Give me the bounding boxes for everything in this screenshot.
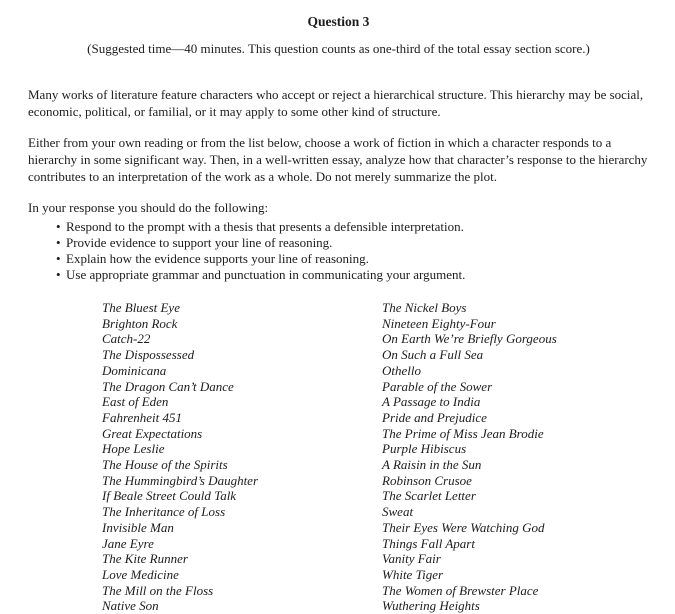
book-title: Catch-22 bbox=[102, 331, 151, 347]
book-title: If Beale Street Could Talk bbox=[102, 488, 237, 504]
book-title: Robinson Crusoe bbox=[382, 472, 472, 488]
bullet-text: Provide evidence to support your line of reasoning. bbox=[66, 235, 333, 250]
bullet-dot: • bbox=[56, 235, 61, 250]
bullet-item bbox=[56, 267, 649, 283]
book-title: Things Fall Apart bbox=[382, 535, 475, 551]
prompt-paragraph-2: Either from your own reading or from the list below, choose a work of fiction in which a character responds to a hierarchy in some significant way. Then, in a well-written essay, analyze how that character’s response to the hierarchy contributes to an interpretation of the work as a whole. Do not merely summarize the plot. bbox=[28, 135, 648, 184]
book-title: The Scarlet Letter bbox=[382, 488, 476, 504]
book-title: A Raisin in the Sun bbox=[382, 457, 482, 473]
book-title: Hope Leslie bbox=[102, 441, 165, 457]
book-list-left-column bbox=[102, 300, 382, 614]
book-list bbox=[28, 300, 649, 614]
book-title: The Kite Runner bbox=[102, 551, 188, 567]
book-title: On Earth We’re Briefly Gorgeous bbox=[382, 331, 557, 347]
book-list-right-column bbox=[382, 300, 557, 614]
bullet-item bbox=[56, 219, 649, 235]
book-title: Purple Hibiscus bbox=[382, 441, 467, 457]
book-title: Invisible Man bbox=[102, 519, 174, 535]
bullet-text: Respond to the prompt with a thesis that presents a defensible interpretation. bbox=[66, 219, 464, 234]
bullet-item bbox=[56, 235, 649, 251]
book-title: Dominicana bbox=[102, 362, 167, 378]
book-title: The Inheritance of Loss bbox=[102, 504, 226, 520]
book-title: The House of the Spirits bbox=[102, 457, 228, 473]
bullet-dot: • bbox=[56, 251, 61, 266]
bullet-text: Explain how the evidence supports your line of reasoning. bbox=[66, 251, 369, 266]
book-title: The Mill on the Floss bbox=[102, 582, 214, 598]
book-title: Native Son bbox=[102, 598, 159, 614]
book-title: White Tiger bbox=[382, 566, 444, 582]
book-title: The Prime of Miss Jean Brodie bbox=[382, 425, 544, 441]
bullet-dot: • bbox=[56, 219, 61, 234]
book-title: Othello bbox=[382, 362, 421, 378]
question-title: Question 3 bbox=[307, 14, 370, 29]
bullet-text: Use appropriate grammar and punctuation in communicating your argument. bbox=[66, 267, 466, 282]
book-title: Their Eyes Were Watching God bbox=[382, 519, 545, 535]
bullet-dot: • bbox=[56, 267, 61, 282]
book-title: The Hummingbird’s Daughter bbox=[102, 472, 259, 488]
instruction-bullet-list bbox=[28, 219, 649, 283]
prompt-paragraph-1: Many works of literature feature characters who accept or reject a hierarchical structure. This hierarchy may be social, economic, political, or familial, or it may apply to some other kind of structure. bbox=[28, 87, 644, 119]
book-title: The Women of Brewster Place bbox=[382, 582, 539, 598]
book-title: Fahrenheit 451 bbox=[102, 409, 183, 425]
question-subtitle: (Suggested time—40 minutes. This question counts as one-third of the total essay section score.) bbox=[87, 41, 590, 56]
book-title: Parable of the Sower bbox=[382, 378, 493, 394]
book-title: The Nickel Boys bbox=[382, 300, 467, 315]
book-title: Wuthering Heights bbox=[382, 598, 480, 614]
book-title: The Dispossessed bbox=[102, 347, 195, 363]
book-title: On Such a Full Sea bbox=[382, 347, 484, 363]
book-title: Brighton Rock bbox=[102, 315, 178, 331]
book-title: Nineteen Eighty-Four bbox=[382, 315, 496, 331]
book-title: East of Eden bbox=[102, 394, 169, 410]
book-title: The Dragon Can’t Dance bbox=[102, 378, 234, 394]
book-title: Vanity Fair bbox=[382, 551, 441, 567]
instructions-intro: In your response you should do the following: bbox=[28, 200, 269, 215]
book-title: The Bluest Eye bbox=[102, 300, 180, 315]
bullet-item bbox=[56, 251, 649, 267]
book-title: Great Expectations bbox=[102, 425, 203, 441]
book-title: A Passage to India bbox=[382, 394, 481, 410]
book-title: Pride and Prejudice bbox=[382, 409, 487, 425]
book-title: Love Medicine bbox=[102, 566, 179, 582]
book-title: Jane Eyre bbox=[102, 535, 154, 551]
book-title: Sweat bbox=[382, 504, 414, 520]
